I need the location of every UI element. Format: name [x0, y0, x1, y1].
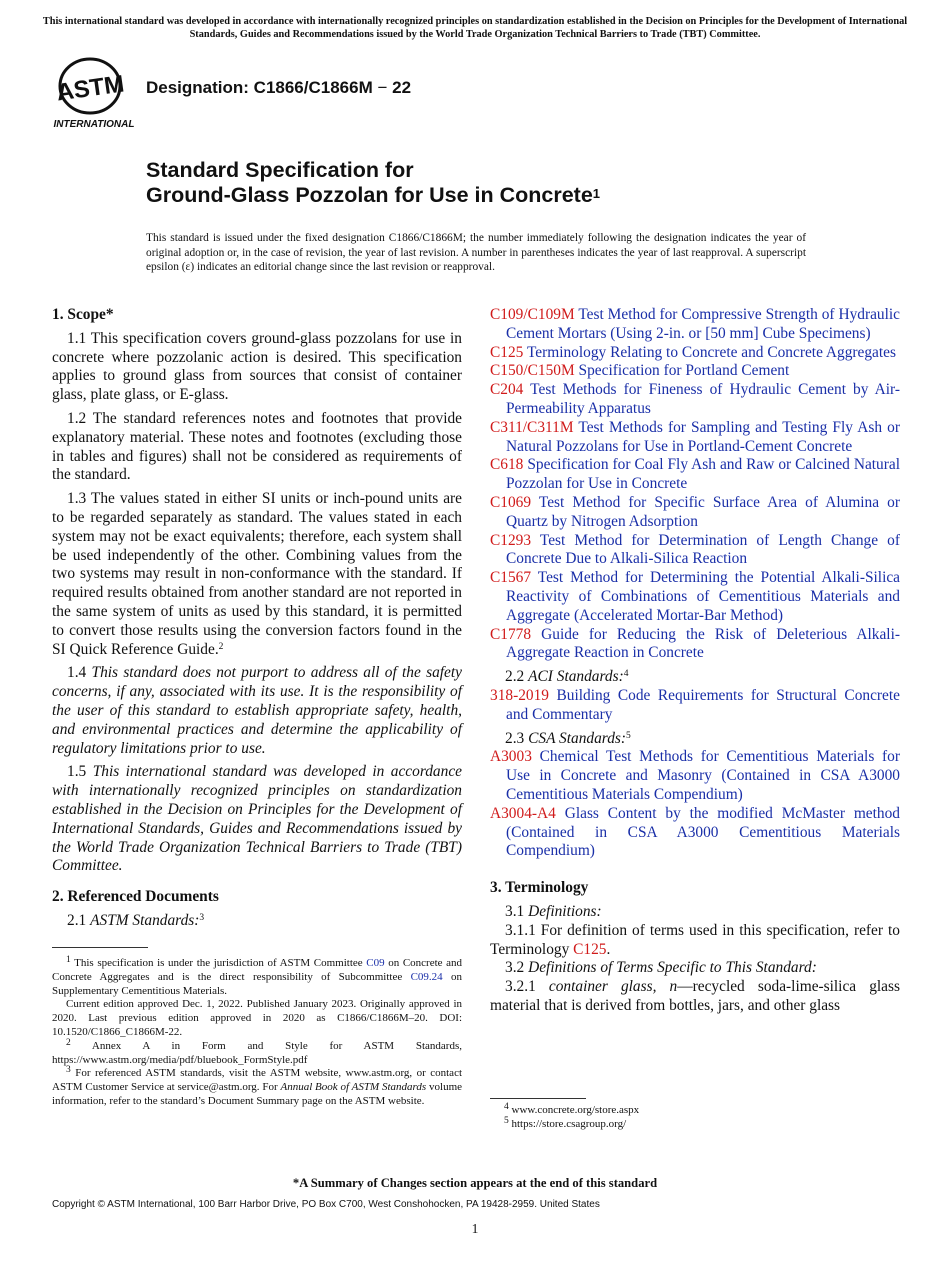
issue-note: This standard is issued under the fixed designation C1866/C1866M; the number immediately following the designation indicates the year of original adoption or, in the case of revision, the year of last revision. A number in parentheses indicates the year of last reapproval. A superscript epsilon (ε) indicates an editorial change since the last revision or reapproval.	[146, 232, 806, 274]
footnote-1: $^1$ This specification is under the jurisdiction of ASTM Committee C09 on Concrete and Concrete Aggregates and is the direct responsibility of Subcommittee C09.24 on Supplementary Cementitious Materials.	[52, 955, 463, 997]
footnote-divider-right	[490, 1098, 586, 1099]
reference-title-link[interactable]: Specification for Coal Fly Ash and Raw or Calcined Natural Pozzolan for Use in Concrete	[506, 456, 900, 493]
reference-title-link[interactable]: Glass Content by the modified McMaster method (Contained in CSA A3000 Cementitious Materials Compendium)	[506, 804, 900, 860]
aci-reference-list	[490, 687, 900, 725]
c125-link[interactable]: C125	[573, 940, 607, 958]
designation: Designation: C1866/C1866M − 22	[146, 78, 412, 97]
terminology-3-2: 3.2 Definitions of Terms Specific to This Standard:	[505, 959, 817, 977]
reference-item	[490, 381, 900, 419]
reference-code-link[interactable]: C1293	[490, 531, 532, 549]
reference-title-link[interactable]: Building Code Requirements for Structural Concrete and Commentary	[506, 686, 900, 723]
reference-item	[490, 456, 900, 494]
reference-code-link[interactable]: 318-2019	[490, 686, 549, 704]
reference-code-link[interactable]: C150/C150M	[490, 362, 575, 380]
reference-code-link[interactable]: C125	[490, 343, 524, 361]
page-title: Standard Specification for Ground-Glass Pozzolan for Use in Concrete$^1$	[146, 158, 601, 207]
terminology-3-2-1: 3.2.1 container glass, n—recycled soda-lime-silica glass material that is derived from bottles, jars, and other glass	[490, 978, 900, 1014]
reference-item	[490, 626, 900, 664]
scope-1-5: 1.5 This international standard was developed in accordance with internationally recognized principles on standardization established in the Decision on Principles for the Development of International Standards, Guides and Recommendations issued by the World Trade Organization Technical Barriers to Trade (TBT) Committee.	[52, 763, 462, 875]
footnote-4: $^4$ www.concrete.org/store.aspx	[504, 1102, 640, 1116]
scope-1-3: 1.3 The values stated in either SI units or inch-pound units are to be regarded separately as standard. The values stated in each system may not be exact equivalents; therefore, each system shall be used independently of the other. Combining values from the two systems may result in non-conformance with the standard. If required results obtained from another standard are not reported in the same system of units as used by this standard, it is permitted to convert those results using the conversion factors found in the SI Quick Reference Guide.$^2$	[52, 490, 462, 658]
aci-standards-label: 2.2 ACI Standards:$^4$	[505, 668, 629, 686]
reference-code-link[interactable]: C618	[490, 456, 524, 474]
reference-title-link[interactable]: Specification for Portland Cement	[578, 362, 790, 380]
footnote-5: $^5$ https://store.csagroup.org/	[504, 1115, 627, 1130]
reference-code-link[interactable]: C204	[490, 381, 524, 399]
reference-title-link[interactable]: Test Method for Determining the Potential Alkali-Silica Reactivity of Combinations of Cementitious Materials and Aggregate (Accelerated Mortar-Bar Method)	[506, 569, 901, 624]
footnotes-left	[52, 957, 462, 1109]
c09-24-link[interactable]: C09.24	[410, 970, 443, 983]
footnotes-right	[490, 1104, 900, 1132]
reference-title-link[interactable]: Guide for Reducing the Risk of Deleterious Alkali-Aggregate Reaction in Concrete	[506, 625, 900, 662]
c09-link[interactable]: C09	[366, 957, 385, 969]
terminology-heading: 3. Terminology	[490, 879, 589, 897]
reference-code-link[interactable]: C1567	[490, 569, 532, 587]
footnote-divider	[52, 947, 148, 948]
reference-title-link[interactable]: Test Method for Compressive Strength of Hydraulic Cement Mortars (Using 2-in. or [50 mm] Cube Specimens)	[506, 306, 900, 342]
reference-item	[490, 532, 900, 570]
reference-item	[490, 748, 900, 804]
footnote-2: $^2$ Annex A in Form and Style for ASTM Standards, https://www.astm.org/media/pdf/bluebook_FormStyle.pdf	[52, 1037, 462, 1066]
page-number: 1	[471, 1221, 479, 1236]
left-column	[52, 306, 462, 936]
footnote-1-edition: Current edition approved Dec. 1, 2022. Published January 2023. Originally approved in 2020. Last previous edition approved in 2020 as C1866/C1866M–20. DOI: 10.1520/C1866_C1866M-22.	[52, 998, 462, 1038]
scope-1-2: 1.2 The standard references notes and footnotes that provide explanatory material. These notes and footnotes (excluding those in tables and figures) shall not be considered as requirements of the standard.	[52, 409, 462, 484]
reference-item	[490, 805, 900, 861]
astm-standards-label: 2.1 ASTM Standards:$^3$	[67, 911, 205, 929]
astm-reference-list	[490, 306, 900, 663]
reference-title-link[interactable]: Test Methods for Sampling and Testing Fly Ash or Natural Pozzolans for Use in Portland-Cement Concrete	[506, 418, 900, 455]
copyright: Copyright © ASTM International, 100 Barr Harbor Drive, PO Box C700, West Conshohocken, PA 19428-2959. United States	[52, 1199, 600, 1210]
scope-1-1: 1.1 This specification covers ground-glass pozzolans for use in concrete where pozzolanic action is desired. This specification applies to ground glass from sources that consist of container glass, plate glass, or E-glass.	[52, 329, 462, 404]
reference-title-link[interactable]: Terminology Relating to Concrete and Concrete Aggregates	[526, 343, 896, 361]
reference-item	[490, 687, 900, 725]
summary-of-changes-note: *A Summary of Changes section appears at the end of this standard	[292, 1176, 658, 1190]
reference-item	[490, 569, 900, 625]
csa-standards-label: 2.3 CSA Standards:$^5$	[505, 729, 631, 747]
reference-code-link[interactable]: C311/C311M	[490, 418, 574, 436]
reference-code-link[interactable]: C1069	[490, 493, 532, 511]
csa-reference-list	[490, 748, 900, 861]
referenced-heading: 2. Referenced Documents	[52, 888, 219, 906]
reference-item	[490, 362, 900, 381]
reference-item	[490, 419, 900, 457]
tbt-banner: This international standard was developed in accordance with internationally recognized principles on standardization established in the Decision on Principles for the Development of International Standards, Guides and Recommendations issued by the World Trade Organization Technical Barriers to Trade (TBT) Committee.	[42, 16, 908, 40]
scope-heading: 1. Scope*	[52, 306, 114, 323]
svg-text:ASTM: ASTM	[54, 70, 126, 107]
svg-text:INTERNATIONAL: INTERNATIONAL	[53, 119, 135, 130]
right-column	[490, 306, 900, 1016]
reference-code-link[interactable]: C1778	[490, 625, 532, 643]
reference-title-link[interactable]: Test Method for Specific Surface Area of Alumina or Quartz by Nitrogen Adsorption	[506, 493, 901, 530]
reference-code-link[interactable]: C109/C109M	[490, 306, 575, 323]
terminology-3-1-1: 3.1.1 For definition of terms used in this specification, refer to Terminology C125.	[490, 921, 900, 958]
reference-code-link[interactable]: A3003	[490, 748, 532, 766]
reference-item	[490, 306, 900, 344]
footnote-3: $^3$ For referenced ASTM standards, visit the ASTM website, www.astm.org, or contact ASTM Customer Service at service@astm.org. For Annual Book of ASTM Standards volume information, refer to the standard’s Document Summary page on the ASTM website.	[52, 1065, 463, 1107]
reference-code-link[interactable]: A3004-A4	[490, 804, 556, 822]
reference-title-link[interactable]: Test Method for Determination of Length Change of Concrete Due to Alkali-Silica Reaction	[506, 531, 900, 568]
astm-logo	[52, 56, 136, 132]
reference-item	[490, 344, 900, 363]
reference-title-link[interactable]: Test Methods for Fineness of Hydraulic Cement by Air-Permeability Apparatus	[506, 381, 900, 417]
reference-item	[490, 494, 900, 532]
scope-1-4: 1.4 This standard does not purport to address all of the safety concerns, if any, associated with its use. It is the responsibility of the user of this standard to establish appropriate safety, health, and environmental practices and determine the applicability of regulatory limitations prior to use.	[52, 664, 462, 757]
terminology-3-1: 3.1 Definitions:	[505, 902, 602, 920]
reference-title-link[interactable]: Chemical Test Methods for Cementitious Materials for Use in Concrete and Masonry (Contained in CSA A3000 Cementitious Materials Compendium)	[506, 748, 900, 803]
